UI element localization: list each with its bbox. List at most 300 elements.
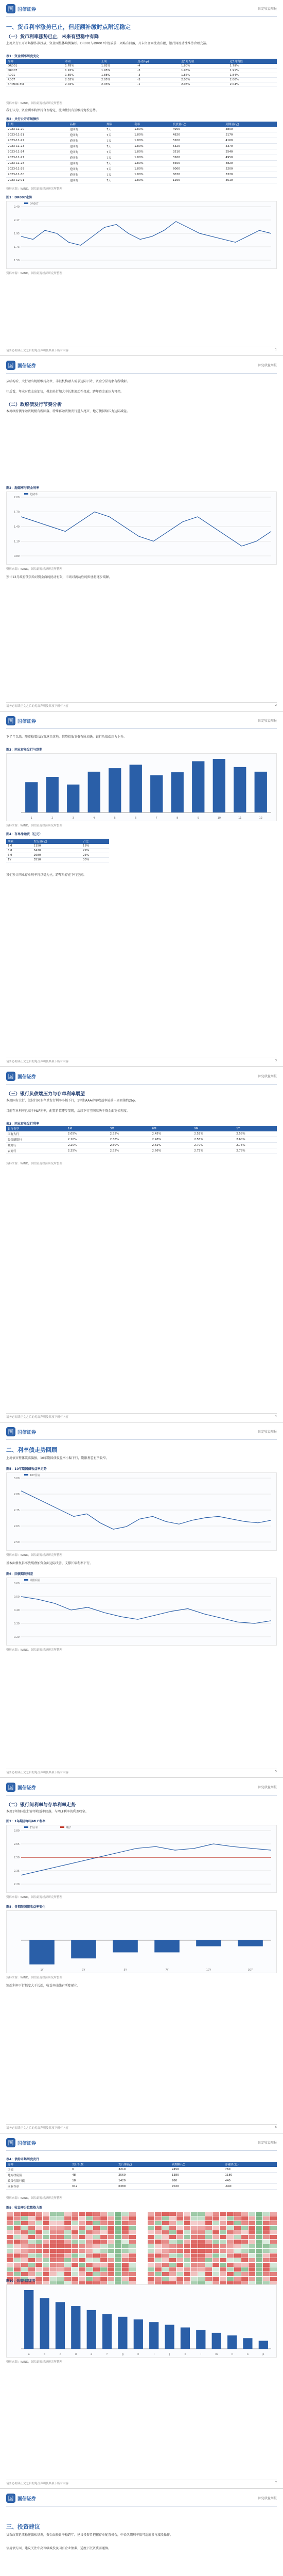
brand-logo: 国 国信证券 [6,361,36,370]
heatmap-cell [213,2258,220,2263]
heatmap-row [148,2272,277,2277]
page-header [6,2494,277,2505]
table-cell: 1380 [170,2173,224,2178]
table-cell: 同业存单 [6,2184,70,2190]
heatmap-cell [64,2267,72,2272]
heatmap-cell [129,2249,136,2253]
heatmap-cell [263,2221,270,2226]
heatmap-cell [79,2235,86,2240]
heatmap-cell [115,2216,122,2221]
heatmap-row [148,2221,277,2226]
footer-disclaimer: 请务必阅读正文之后的免责声明及其项下所有内容 [6,2127,69,2130]
heatmap-cell [72,2212,79,2216]
heatmap-cell [249,2249,256,2253]
x-tick-label: n [231,2353,233,2356]
bar [243,2338,252,2349]
table-cell: 2.02% [63,82,99,87]
heatmap-cell [100,2263,108,2267]
heatmap-cell [93,2263,100,2267]
paragraph: 从结构看，大行融出规模维持高位，非银机构融入需求边际下降，资金分层现象有所缓解。 [6,380,130,383]
heatmap-cell [263,2216,270,2221]
heatmap-cell [57,2258,64,2263]
bar [71,1940,96,1958]
x-tick-label: j [169,2353,170,2356]
col-header: 净融资(亿) [223,2162,277,2167]
heatmap-cell [64,2253,72,2258]
heatmap-cell [198,2249,205,2253]
heatmap-cell [79,2272,86,2277]
x-tick-label: 8 [176,817,179,820]
page-separator [0,355,283,356]
table-cell: 3420 [32,849,81,853]
table-cell: 7天 [105,178,133,183]
bar [196,1940,221,1946]
x-tick-label: h [137,2353,139,2356]
heatmap-cell [14,2244,21,2249]
heatmap-cell [36,2230,43,2235]
heatmap-cell [122,2253,129,2258]
heatmap-cell [64,2277,72,2281]
table-cell: 1.91% [228,69,277,73]
heatmap-cell [72,2277,79,2281]
heatmap-cell [184,2212,191,2216]
heatmap-cell [64,2240,72,2244]
heatmap-cell [205,2253,213,2258]
heatmap-cell [162,2240,169,2244]
heatmap-cell [122,2263,129,2267]
heatmap-cell [162,2212,169,2216]
figure-caption: 图2：超储率与资金利率 [6,486,40,490]
table-cell: 1.80% [133,172,171,178]
heatmap-cell [191,2240,198,2244]
heatmap-cell [64,2249,72,2253]
heatmap-cell [270,2235,277,2240]
y-tick-label: 0.40 [13,1609,20,1612]
subsection-title: （一）货币利率涨势已止，未来有望稳中有降 [6,35,99,40]
source-note: 资料来源：WIND，国信证券经济研究所整理 [6,1976,62,1979]
legend [24,202,39,206]
heatmap-cell [249,2253,256,2258]
heatmap-cell [36,2235,43,2240]
heatmap-cell [43,2240,50,2244]
col-header: 期限 [105,122,133,127]
table-cell: 3800 [224,127,277,132]
x-tick-label: 10Y [206,1969,211,1972]
y-tick-label: 2.40 [13,206,20,209]
heatmap-cell [79,2249,86,2253]
page-4 [0,1067,283,1422]
heatmap-cell [64,2216,72,2221]
table-body [6,1131,277,1154]
col-header: 期限 [6,839,32,844]
section-title: 三、投资建议 [6,2523,40,2530]
heatmap-cell [220,2216,227,2221]
y-tick-label: 2.50 [13,1541,20,1544]
table-row [6,155,277,161]
heatmap-row [7,2244,136,2249]
legend-label: 10Y国债 [30,1474,40,1477]
heatmap-cell [270,2212,277,2216]
heatmap-cell [28,2272,36,2277]
table-cell: 2.10% [66,1137,109,1143]
y-tick-label: 2.20 [13,1883,20,1886]
heatmap-cell [191,2235,198,2240]
heatmap-cell [7,2230,14,2235]
table-cell: 2.55% [192,1137,235,1143]
report-tag: 固定收益周报 [258,1430,277,1434]
heatmap-cell [184,2249,191,2253]
heatmap-cell [234,2263,241,2267]
table-row [6,144,277,149]
heatmap-cell [43,2263,50,2267]
table-cell: 2680 [32,853,81,858]
ncd-rate-table [6,1126,277,1154]
table-caption: 表3：同业存单发行利率 [6,1122,40,1126]
heatmap-row [148,2212,277,2216]
table-cell: 4950 [224,155,277,161]
logo-icon: 国 [6,2138,15,2147]
heatmap-cell [191,2226,198,2230]
heatmap-cell [227,2230,234,2235]
heatmap-cell [234,2216,241,2221]
table-row [6,172,277,178]
heatmap-cell [162,2216,169,2221]
heatmap-cell [184,2258,191,2263]
heatmap-cell [93,2235,100,2240]
legend [24,493,38,496]
table-caption: 表1：资金利率周度变化 [6,55,40,58]
heatmap-cell [270,2221,277,2226]
heatmap-cell [122,2240,129,2244]
table-cell: 3510 [224,178,277,183]
heatmap-cell [7,2249,14,2253]
issuance-table [6,839,109,862]
heatmap-cell [241,2240,249,2244]
heatmap-cell [198,2212,205,2216]
bar [102,2314,112,2349]
table-cell: 2.62% [150,1143,192,1148]
table-cell: 3M [6,849,32,853]
heatmap-cell [21,2244,28,2249]
table-cell: 6 [70,2167,117,2173]
heatmap-cell [184,2267,191,2272]
heatmap-cell [169,2258,176,2263]
table-cell: 2.55% [109,1148,151,1154]
heatmap-cell [256,2272,263,2277]
heatmap-cell [162,2263,169,2267]
heatmap-cell [249,2226,256,2230]
heatmap-body [7,2212,136,2286]
heatmap-cell [50,2212,57,2216]
heatmap-cell [115,2277,122,2281]
y-tick-label: 2.35 [13,1870,20,1873]
heatmap-cell [43,2235,50,2240]
y-tick-label: 1.10 [13,540,20,544]
source-note: 资料来源：WIND，国信证券经济研究所整理 [6,2361,62,2364]
col-header: 品种 [68,122,105,127]
y-tick-label: 2.50 [13,1856,20,1859]
heatmap-cell [191,2258,198,2263]
table-cell: 逆回购 [68,132,105,138]
table-cell: 逆回购 [68,127,105,132]
heatmap-cell [7,2240,14,2244]
table-cell: 1Y [6,858,32,862]
table-cell: 1.84% [228,73,277,78]
heatmap-cell [100,2216,108,2221]
table-cell: 2.75% [235,1143,277,1148]
heatmap-cell [57,2263,64,2267]
heatmap-cell [64,2272,72,2277]
heatmap-cell [57,2249,64,2253]
heatmap-cell [249,2212,256,2216]
y-tick-label: 3.00 [13,1477,20,1480]
heatmap-cell [86,2253,93,2258]
heatmap-cell [256,2221,263,2226]
heatmap-row [7,2235,136,2240]
report-tag: 固定收益周报 [258,2497,277,2500]
table-row [6,858,109,862]
heatmap-row [7,2272,136,2277]
x-tick-label: p [262,2353,264,2356]
bar [113,1940,138,1953]
heatmap-cell [108,2277,115,2281]
bar [227,2335,237,2349]
table-row [6,1137,277,1143]
table-row [6,149,277,155]
page-2 [0,357,283,711]
heatmap-cell [227,2263,234,2267]
source-note: 资料来源：WIND，国信证券经济研究所整理 [6,272,62,275]
source-note: 资料来源：WIND，国信证券经济研究所整理 [6,824,62,827]
heatmap-cell [148,2216,155,2221]
heatmap-cell [36,2277,43,2281]
heatmap-cell [122,2258,129,2263]
heatmap-cell [220,2230,227,2235]
heatmap-cell [86,2212,93,2216]
table-row [6,64,277,69]
heatmap-cell [50,2216,57,2221]
heatmap-cell [220,2267,227,2272]
heatmap-cell [7,2216,14,2221]
heatmap-cell [57,2272,64,2277]
heatmap-cell [28,2244,36,2249]
heatmap-cell [227,2244,234,2249]
paragraph: 本周1年期国股行存单收益率回落，与MLF利率的利差收窄。 [6,1810,89,1814]
heatmap-cell [234,2244,241,2249]
heatmap-cell [198,2230,205,2235]
footer-disclaimer: 请务必阅读正文之后的免责声明及其项下所有内容 [6,705,69,708]
heatmap-cell [28,2226,36,2230]
heatmap-cell [36,2267,43,2272]
heatmap-cell [28,2258,36,2263]
heatmap-cell [93,2258,100,2263]
heatmap-cell [249,2240,256,2244]
report-tag: 固定收益周报 [258,1786,277,1789]
heatmap-cell [256,2235,263,2240]
bar [259,2341,268,2349]
heatmap-cell [86,2267,93,2272]
page-header [6,1783,277,1794]
page-footer [6,347,277,352]
heatmap-cell [241,2267,249,2272]
table-cell: 2023-11-21 [6,132,68,138]
heatmap-cell [43,2216,50,2221]
heatmap-cell [213,2235,220,2240]
footer-disclaimer: 请务必阅读正文之后的免责声明及其项下所有内容 [6,2482,69,2485]
source-note: 资料来源：WIND，国信证券经济研究所整理 [6,188,62,191]
heatmap-cell [115,2212,122,2216]
heatmap-cell [122,2216,129,2221]
table-body [6,2167,277,2190]
heatmap-cell [256,2267,263,2272]
heatmap-cell [227,2253,234,2258]
heatmap-cell [57,2240,64,2244]
table-cell: 逆回购 [68,149,105,155]
heatmap-cell [115,2235,122,2240]
bar [165,2325,174,2349]
table-cell: 2.48% [150,1137,192,1143]
heatmap-cell [184,2235,191,2240]
heatmap-cell [256,2244,263,2249]
heatmap-cell [7,2253,14,2258]
heatmap-cell [14,2267,21,2272]
page-header [6,1427,277,1438]
heatmap-cell [220,2212,227,2216]
heatmap-row [7,2258,136,2263]
heatmap-cell [7,2272,14,2277]
heatmap-cell [198,2272,205,2277]
heatmap-cell [205,2263,213,2267]
y-tick-label: 2.63 [13,1525,20,1528]
paragraph: 货币政策延续稳健偏松基调，资金面预计平稳跨年。建议投资者把握存单配置机会，中长久期利率债可适度参与波段操作。 [6,2533,173,2537]
table-cell: 2.05% [66,1131,109,1137]
heatmap-cell [21,2226,28,2230]
table-cell: 逆回购 [68,166,105,172]
heatmap-cell [198,2235,205,2240]
heatmap-cell [57,2212,64,2216]
heatmap-row [148,2216,277,2221]
table-cell: -640 [223,2184,277,2190]
chart-7 [6,1910,277,1973]
col-header: 3M [109,1126,151,1131]
heatmap-cell [241,2263,249,2267]
bar [134,2319,143,2349]
bar [56,2302,65,2349]
heatmap-cell [169,2249,176,2253]
heatmap-cell [191,2221,198,2226]
heatmap-cell [169,2235,176,2240]
table-row [6,844,109,849]
table-cell: 2023-11-27 [6,155,68,161]
heatmap-cell [263,2235,270,2240]
heatmap-cell [14,2249,21,2253]
heatmap-cell [36,2272,43,2277]
legend-swatch [24,1579,28,1581]
bar [154,1940,180,1953]
heatmap-cell [86,2263,93,2267]
heatmap-cell [191,2212,198,2216]
heatmap-cell [191,2263,198,2267]
table-cell: 18% [81,844,109,849]
heatmap-cell [256,2240,263,2244]
table-cell: -3 [136,73,180,78]
heatmap-cell [263,2244,270,2249]
heatmap-cell [108,2226,115,2230]
heatmap-cell [100,2235,108,2240]
table-cell: 逆回购 [68,138,105,144]
heatmap-cell [43,2267,50,2272]
heatmap-cell [249,2216,256,2221]
paragraph: 本周国有大行、股份行同业存单发行利率小幅下行，1年期AAA存单收益率较前一周回落约2bp。 [6,1099,138,1103]
heatmap-cell [122,2267,129,2272]
heatmap-cell [72,2216,79,2221]
heatmap-cell [21,2272,28,2277]
heatmap-cell [270,2249,277,2253]
table-cell: 逆回购 [68,161,105,166]
heatmap-cell [169,2221,176,2226]
heatmap-cell [220,2235,227,2240]
heatmap-cell [50,2244,57,2249]
table-body [6,64,277,87]
table-cell: 7天 [105,166,133,172]
heatmap-cell [241,2221,249,2226]
heatmap-cell [129,2216,136,2221]
page-footer [6,2480,277,2485]
footer-disclaimer: 请务必阅读正文之后的免责声明及其项下所有内容 [6,1416,69,1419]
heatmap-cell [21,2249,28,2253]
heatmap-cell [220,2258,227,2263]
heatmap-cell [50,2240,57,2244]
col-header: 到期额(亿) [170,2162,224,2167]
bar [29,1940,55,1964]
figure-caption: 图6：国债期限利差 [6,1572,33,1576]
heatmap-cell [115,2221,122,2226]
table-cell: 1.82% [100,64,136,69]
heatmap-cell [198,2216,205,2221]
x-tick-label: l [200,2353,202,2356]
bar [234,767,246,812]
heatmap-cell [79,2240,86,2244]
table-cell: 7天 [105,172,133,178]
table-cell: 1180 [223,2173,277,2178]
heatmap-cell [100,2212,108,2216]
heatmap-cell [64,2230,72,2235]
heatmap-cell [108,2272,115,2277]
heatmap-cell [270,2258,277,2263]
heatmap-cell [7,2244,14,2249]
legend [24,1579,40,1582]
table-row [6,2173,277,2178]
heatmap-cell [21,2267,28,2272]
heatmap-cell [198,2240,205,2244]
table-cell: 29% [81,849,109,853]
bar [255,772,267,812]
heatmap-cell [220,2253,227,2258]
heatmap-cell [64,2221,72,2226]
heatmap-cell [270,2253,277,2258]
footer-disclaimer: 请务必阅读正文之后的免责声明及其项下所有内容 [6,349,69,352]
x-tick-label: 5Y [123,1969,127,1972]
heatmap-cell [36,2258,43,2263]
heatmap-cell [169,2253,176,2258]
chart-4 [6,1472,277,1551]
heatmap-cell [263,2277,270,2281]
heatmap-cell [256,2226,263,2230]
table-cell: 2.03% [180,78,228,82]
table-cell: 1420 [117,2178,170,2184]
heatmap-cell [57,2230,64,2235]
heatmap-cell [86,2244,93,2249]
